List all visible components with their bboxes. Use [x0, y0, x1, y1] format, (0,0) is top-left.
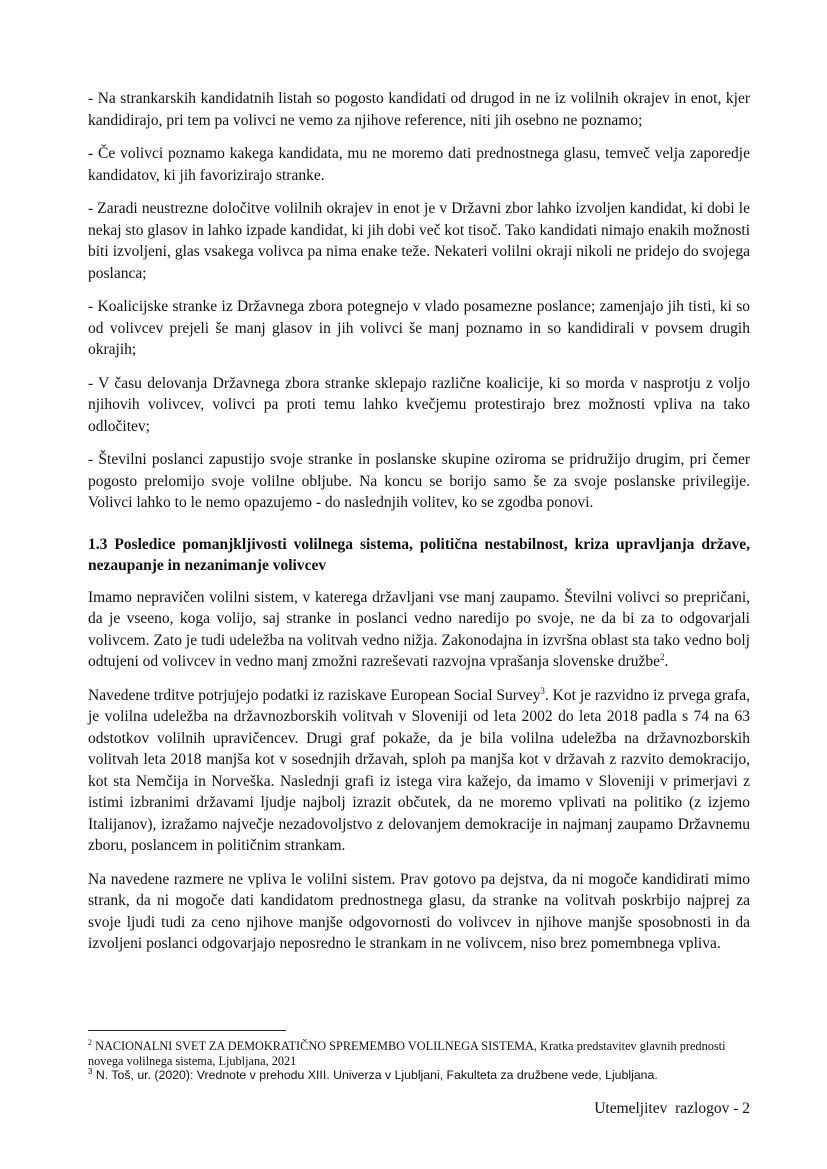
bullet-paragraph-2: - Če volivci poznamo kakega kandidata, mu ne moremo dati prednostnega glasu, temveč velja zaporedje kandidatov, ki jih favorizirajo stranke.	[88, 145, 750, 184]
bullet-paragraph-3: - Zaradi neustrezne določitve volilnih okrajev in enot je v Državni zbor lahko izvoljen kandidat, ki dobi le nekaj sto glasov in lahko izpade kandidat, ki jih dobi več kot tisoč. Tako kandidati nimajo enakih možnosti biti izvoljeni, glas vsakega volivca pa nima enake teže. Nekateri volilni okraji nikoli ne pridejo do svojega poslanca;	[88, 200, 750, 282]
paragraph-survey-start: Navedene trditve potrjujejo podatki iz raziskave European Social Survey	[88, 686, 541, 704]
footnote-3	[88, 1068, 750, 1083]
page-body	[88, 88, 750, 967]
paragraph-distrust-text: Imamo nepravičen volilni sistem, v katerega državljani vse manj zaupamo. Številni volivci so prepričani, da je vseeno, koga volijo, saj stranke in poslanci vedno naredijo po svoje, ne da bi za to odgovarjali volivcem. Zato je tudi udeležba na volitvah vedno nižja. Zakonodajna in izvršna oblast sta tako vedno bolj odtujeni od volivcev in vedno manj zmožni razreševati razvojna vprašanja slovenske družbe	[88, 588, 750, 670]
paragraph-conclusion: Na navedene razmere ne vpliva le volilni sistem. Prav gotovo pa dejstva, da ni mogoče kandidirati mimo strank, da ni mogoče dati kandidatom prednostnega glasu, da stranke na volitvah poskrbijo najprej za svoje ljudi tudi za ceno njihove manjše odgovornosti do volivcev in njihove manjše sposobnosti in da izvoljeni poslanci odgovarjajo neposredno le strankam in ne volivcem, niso brez pomembnega vpliva.	[88, 870, 750, 952]
bullet-paragraph-5: - V času delovanja Državnega zbora stranke sklepajo različne koalicije, ki so morda v nasprotju z voljo njihovih volivcev, volivci pa proti temu lahko kvečjemu protestirajo brez možnosti vpliva na tako odločitev;	[88, 374, 750, 435]
footnote-ref-3[interactable]: 3	[540, 685, 545, 696]
footnote-ref-2[interactable]: 2	[660, 651, 665, 662]
footnote-divider	[88, 1030, 286, 1031]
bullet-paragraph-4: - Koalicijske stranke iz Državnega zbora potegnejo v vlado posamezne poslance; zamenjajo jih tisti, ki so od volivcev prejeli še manj glasov in jih volivci še manj poznamo in so kandidirali v povsem drugih okrajih;	[88, 298, 750, 358]
footnote-text: N. Toš, ur. (2020): Vrednote v prehodu XIII. Univerza v Ljubljani, Fakulteta za družbene vede, Ljubljana.	[95, 1068, 658, 1082]
page-footer: Utemeljitev razlogov - 2	[594, 1100, 750, 1117]
footnote-number: 2	[88, 1037, 92, 1047]
bullet-paragraph-6: - Številni poslanci zapustijo svoje stranke in poslanske skupine oziroma se pridružijo drugim, pri čemer pogosto prelomijo svoje volilne obljube. Na koncu se borijo samo še za svoje poslanske privilegije. Volivci lahko to le nemo opazujemo - do naslednjih volitev, ko se zgodba ponovi.	[88, 451, 750, 511]
bullet-paragraph-1: - Na strankarskih kandidatnih listah so pogosto kandidati od drugod in ne iz volilnih okrajev in enot, kjer kandidirajo, pri tem pa volivci ne vemo za njihove reference, niti jih osebno ne poznamo;	[88, 90, 750, 129]
paragraph-survey	[88, 685, 750, 857]
footnote-number: 3	[88, 1066, 93, 1076]
section-heading: 1.3 Posledice pomanjkljivosti volilnega sistema, politična nestabilnost, kriza upravljanja države, nezaupanje in nezanimanje volivcev	[88, 535, 750, 574]
paragraph-survey-rest: . Kot je razvidno iz prvega grafa, je volilna udeležba na državnozborskih volitvah v Sloveniji od leta 2002 do leta 2018 padla s 74 na 63 odstotkov volilnih upravičencev. Drugi graf pokaže, da je bila volilna udeležba na državnozborskih volitvah leta 2018 manjša kot v sosednjih državah, sploh pa manjša kot v državah z razvito demokracijo, kot sta Nemčija in Norveška. Naslednji grafi iz istega vira kažejo, da imamo v Sloveniji v primerjavi z istimi izbranimi državami ljudje najbolj izrazit občutek, da ne moremo vplivati na politiko (z izjemo Italijanov), izražamo največje nezadovoljstvo z delovanjem demokracije in najmanj zaupamo Državnemu zboru, poslancem in političnim strankam.	[88, 686, 750, 854]
paragraph-distrust	[88, 587, 750, 673]
footnotes	[88, 1030, 750, 1083]
paragraph-distrust-end: .	[664, 653, 669, 670]
footnote-text: NACIONALNI SVET ZA DEMOKRATIČNO SPREMEMBO VOLILNEGA SISTEMA, Kratka predstavitev glavnih prednosti novega volilnega sistema, Ljubljana, 2021	[88, 1039, 726, 1068]
footnote-2	[88, 1039, 750, 1068]
